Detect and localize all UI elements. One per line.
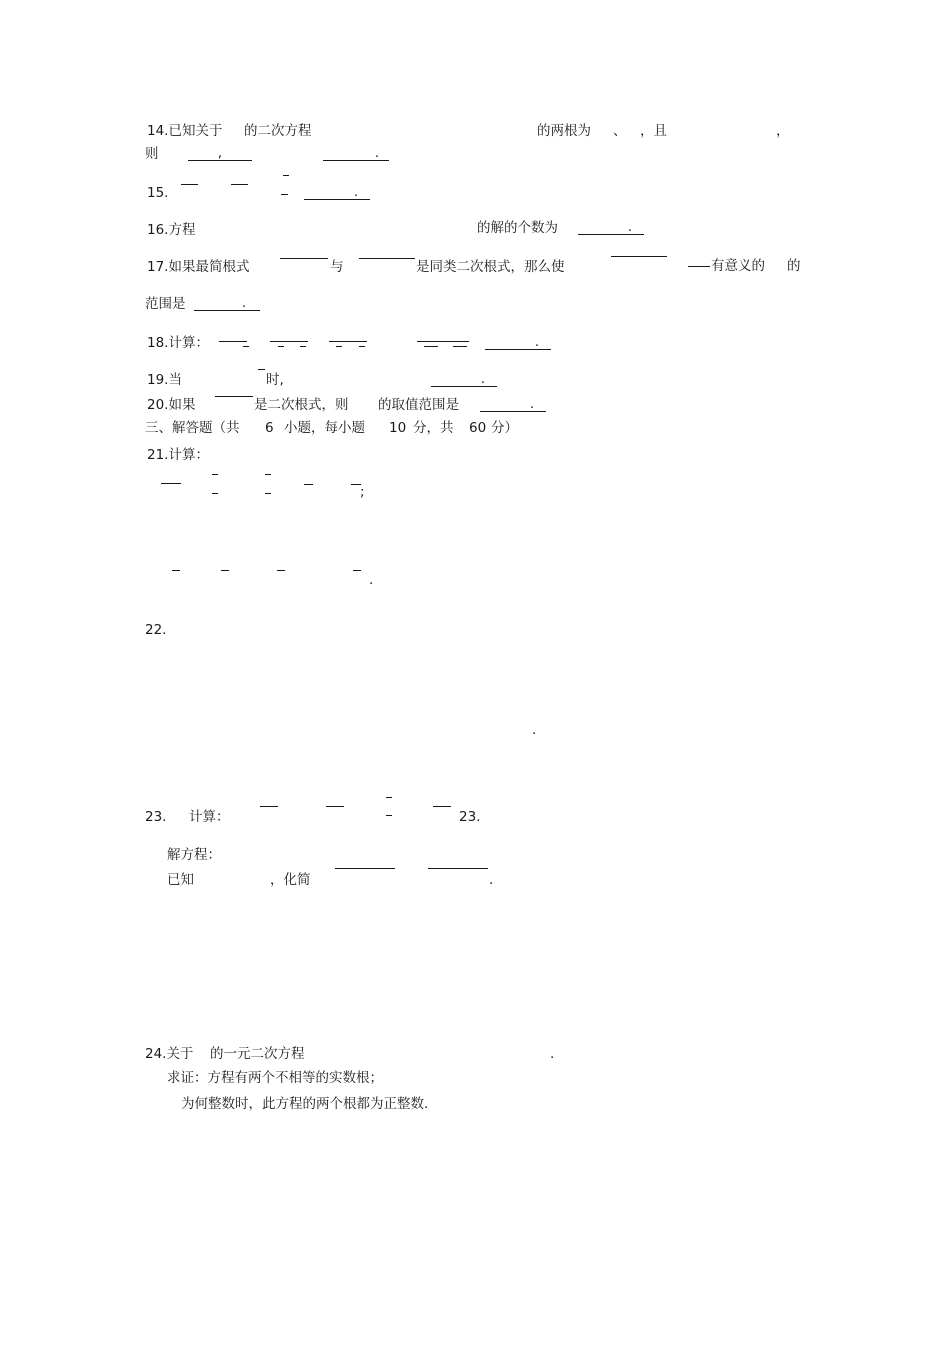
fraction-bar (172, 570, 180, 571)
q14-comma: ， (776, 123, 790, 139)
q22-label: 22. (145, 622, 167, 638)
fraction-bar (260, 806, 278, 807)
q18-label: 18.计算： (147, 335, 209, 351)
q24-label: 24.关于 (145, 1046, 194, 1062)
q17-meaning: 有意义的 (711, 258, 765, 274)
fraction-bar (326, 806, 344, 807)
q20-label: 20.如果 (147, 397, 196, 413)
q14-middle: 的二次方程 (244, 123, 312, 139)
q15-answer-blank: . (304, 185, 370, 201)
q23-label: 23. (145, 809, 167, 825)
q14-dunhao: 、 (613, 123, 627, 139)
q17-label: 17.如果最简根式 (147, 259, 250, 275)
q20-range: 的取值范围是 (378, 397, 459, 413)
fraction-bar (258, 369, 265, 370)
q14-answer-blank-1: , (188, 146, 252, 162)
q14-prefix: 14.已知关于 (147, 123, 223, 139)
q14-qie: ，且 (640, 123, 667, 139)
q21-period: . (369, 572, 374, 588)
fraction-bar (281, 194, 288, 195)
fraction-bar (433, 806, 451, 807)
fraction-bar (212, 493, 218, 494)
fraction-bar (265, 493, 271, 494)
q19-answer-blank: . (431, 372, 497, 388)
section3-mid2: 分，共 (413, 420, 454, 436)
section3-count: 6 (265, 420, 274, 436)
q16-label: 16.方程 (147, 222, 196, 238)
fraction-bar (181, 184, 198, 185)
q21-semicolon: ; (360, 484, 365, 500)
radical-bar (428, 868, 488, 869)
q24-text: 的一元二次方程 (210, 1046, 305, 1062)
fraction-bar (386, 797, 392, 798)
fraction-bar (336, 346, 342, 347)
fraction-bar (353, 570, 361, 571)
q23-text: 计算： (189, 809, 230, 825)
q24-period: . (550, 1046, 555, 1062)
q24-question: 为何整数时，此方程的两个根都为正整数. (181, 1096, 429, 1112)
fraction-bar (231, 184, 248, 185)
section3-total: 60 (469, 420, 487, 436)
radical-bar (611, 256, 667, 257)
radical-bar (359, 258, 415, 259)
radical-bar (335, 868, 395, 869)
fraction-bar (329, 341, 367, 342)
fraction-bar (300, 346, 306, 347)
fraction-bar (161, 483, 181, 484)
known-period: . (489, 872, 494, 888)
fraction-bar (270, 341, 308, 342)
section3-score: 10 (389, 420, 407, 436)
q17-de: 的 (787, 258, 801, 274)
q24-prove: 求证：方程有两个不相等的实数根； (167, 1070, 383, 1086)
q21-label: 21.计算： (147, 447, 209, 463)
fraction-bar (265, 474, 271, 475)
fraction-bar (304, 484, 313, 485)
q22-period: . (532, 722, 537, 738)
q18-answer-blank: . (485, 335, 551, 351)
q16-text: 的解的个数为 (477, 220, 558, 236)
fraction-bar (243, 346, 249, 347)
section3-end: 分） (491, 420, 518, 436)
q17-yu: 与 (330, 259, 344, 275)
q14-answer-blank-2: . (323, 146, 389, 162)
fraction-bar (424, 346, 438, 347)
section3-title: 三、解答题（共 (145, 420, 240, 436)
q19-label: 19.当 (147, 372, 182, 388)
fraction-bar (277, 570, 285, 571)
q20-answer-blank: . (480, 397, 546, 413)
section3-mid: 小题，每小题 (284, 420, 365, 436)
q14-ze: 则 (145, 146, 159, 162)
q23-label-2: 23. (459, 809, 481, 825)
fraction-bar (283, 175, 289, 176)
known-text: ，化简 (270, 872, 311, 888)
fraction-bar (221, 570, 229, 571)
solve-label: 解方程： (167, 847, 221, 863)
radical-bar (280, 258, 328, 259)
fraction-bar (386, 815, 392, 816)
q17-range: 范围是 (145, 296, 186, 312)
radical-bar (417, 341, 469, 342)
q17-text: 是同类二次根式，那么使 (416, 259, 565, 275)
known-label: 已知 (167, 872, 194, 888)
q17-answer-blank: . (194, 296, 260, 312)
fraction-bar (278, 346, 284, 347)
q16-answer-blank: . (578, 220, 644, 236)
radical-bar (215, 396, 253, 397)
q15-label: 15. (147, 185, 169, 201)
q19-shi: 时, (266, 372, 284, 388)
fraction-bar (219, 341, 247, 342)
fraction-bar (359, 346, 365, 347)
fraction-bar (212, 474, 218, 475)
q20-text: 是二次根式，则 (254, 397, 349, 413)
q14-roots: 的两根为 (537, 123, 591, 139)
fraction-bar (453, 346, 467, 347)
fraction-bar (688, 266, 710, 267)
